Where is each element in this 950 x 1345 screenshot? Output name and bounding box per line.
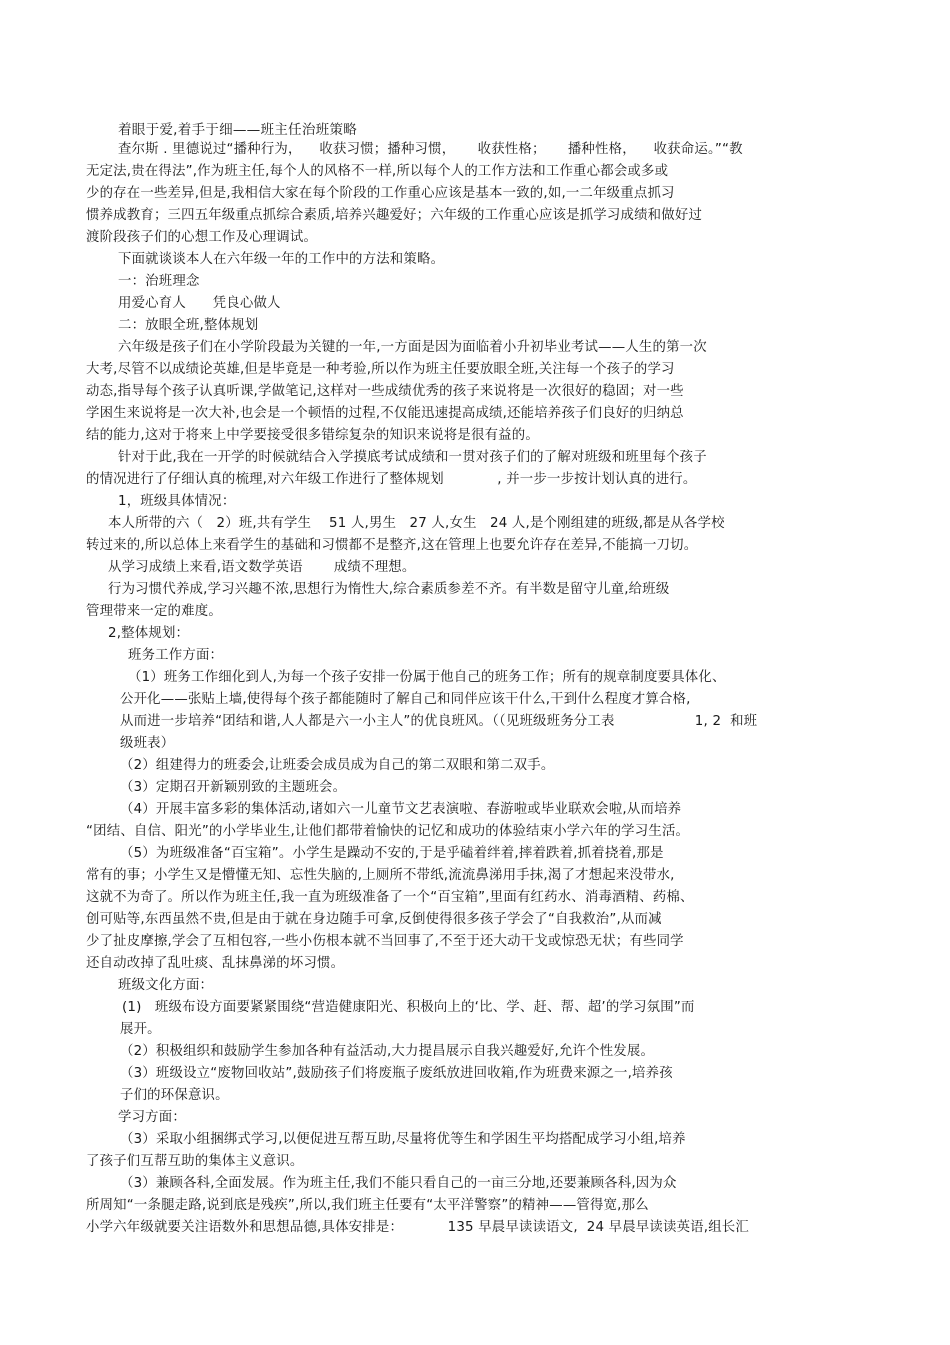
body-line: 用爱心育人 凭良心做人 xyxy=(118,296,281,311)
section-heading: 1，班级具体情况： xyxy=(118,494,236,509)
body-line: 少的存在一些差异,但是,我相信大家在每个阶段的工作重心应该是基本一致的,如,一二年级重点抓习 xyxy=(86,186,675,201)
body-line: 管理带来一定的难度。 xyxy=(86,604,222,619)
section-heading: 二：放眼全班,整体规划 xyxy=(118,318,259,333)
body-line: 下面就谈谈本人在六年级一年的工作中的方法和策略。 xyxy=(118,252,445,267)
body-line: 针对于此,我在一开学的时候就结合入学摸底考试成绩和一贯对孩子们的了解对班级和班里每个孩子 xyxy=(118,450,707,465)
body-line: 六年级是孩子们在小学阶段最为关键的一年,一方面是因为面临着小升初毕业考试——人生的第一次 xyxy=(118,340,707,355)
body-line: 查尔斯 . 里德说过“播种行为， 收获习惯；播种习惯， 收获性格； 播种性格， 收获命运。”“教 xyxy=(118,142,743,157)
section-heading: 2,整体规划： xyxy=(108,626,190,641)
body-line: 还自动改掉了乱吐痰、乱抹鼻涕的坏习惯。 xyxy=(86,956,345,971)
body-line: （3）采取小组捆绑式学习,以便促进互帮互助,尽量将优等生和学困生平均搭配成学习小组,培养 xyxy=(120,1132,686,1147)
body-line: 的情况进行了仔细认真的梳理,对六年级工作进行了整体规划 , 并一步一步按计划认真的进行。 xyxy=(86,472,697,487)
body-line: 转过来的,所以总体上来看学生的基础和习惯都不是整齐,这在管理上也要允许存在差异,不能搞一刀切。 xyxy=(86,538,698,553)
body-line: 创可贴等,东西虽然不贵,但是由于就在身边随手可拿,反倒使得很多孩子学会了“自我救治”,从而减 xyxy=(86,912,662,927)
body-line: 公开化——张贴上墙,使得每个孩子都能随时了解自己和同伴应该干什么,干到什么程度才算合格, xyxy=(120,692,691,707)
body-line: 了孩子们互帮互助的集体主义意识。 xyxy=(86,1154,304,1169)
body-line: （3）兼顾各科,全面发展。作为班主任,我们不能只看自己的一亩三分地,还要兼顾各科,因为众 xyxy=(120,1176,677,1191)
section-heading: 一：治班理念 xyxy=(118,274,200,289)
body-line: 少了扯皮摩擦,学会了互相包容,一些小伤根本就不当回事了,不至于还大动干戈或惊恐无状；有些同学 xyxy=(86,934,684,949)
body-line: 惯养成教育；三四五年级重点抓综合素质,培养兴趣爱好；六年级的工作重心应该是抓学习成绩和做好过 xyxy=(86,208,703,223)
body-line: 学困生来说将是一次大补,也会是一个顿悟的过程,不仅能迅速提高成绩,还能培养孩子们良好的归纳总 xyxy=(86,406,684,421)
body-line: （3）定期召开新颖别致的主题班会。 xyxy=(120,780,347,795)
body-line: （4）开展丰富多彩的集体活动,诸如六一儿童节文艺表演啦、春游啦或毕业联欢会啦,从而培养 xyxy=(120,802,682,817)
document-title: 着眼于爱,着手于细——班主任治班策略 xyxy=(118,122,358,138)
subsection-heading: 班务工作方面： xyxy=(128,648,224,663)
body-line: 小学六年级就要关注语数外和思想品德,具体安排是： 135 早晨早读读语文, 24 早晨早读读英语,组长汇 xyxy=(86,1220,749,1235)
body-line: 子们的环保意识。 xyxy=(120,1088,229,1103)
body-line: 渡阶段孩子们的心想工作及心理调试。 xyxy=(86,230,318,245)
body-line: 无定法,贵在得法”,作为班主任,每个人的风格不一样,所以每个人的工作方法和工作重心都会或多或 xyxy=(86,164,669,179)
body-line: （2）积极组织和鼓励学生参加各种有益活动,大力提昌展示自我兴趣爱好,允许个性发展。 xyxy=(120,1044,655,1059)
body-line: 结的能力,这对于将来上中学要接受很多错综复杂的知识来说将是很有益的。 xyxy=(86,428,539,443)
body-line: 动态,指导每个孩子认真听课,学做笔记,这样对一些成绩优秀的孩子来说将是一次很好的稳固；对一些 xyxy=(86,384,684,399)
body-line: （1）班务工作细化到人,为每一个孩子安排一份属于他自己的班务工作；所有的规章制度要具体化、 xyxy=(128,670,726,685)
body-line: （2）组建得力的班委会,让班委会成员成为自己的第二双眼和第二双手。 xyxy=(120,758,555,773)
body-line: （3）班级设立“废物回收站”,鼓励孩子们将废瓶子废纸放进回收箱,作为班费来源之一,培养孩 xyxy=(120,1066,673,1081)
body-line: 级班表） xyxy=(120,736,175,751)
body-line: 所周知“一条腿走路,说到底是残疾”,所以,我们班主任要有“太平洋警察”的精神——管得宽,那么 xyxy=(86,1198,649,1213)
body-line: 从而进一步培养“团结和谐,人人都是六一小主人”的优良班风。（（见班级班务分工表 1, 2 和班 xyxy=(120,714,758,729)
body-line: 常有的事；小学生又是懵懂无知、忘性失脑的,上厕所不带纸,流流鼻涕用手抹,渴了才想起来没带水, xyxy=(86,868,675,883)
body-line: 行为习惯代养成,学习兴趣不浓,思想行为惰性大,综合素质参差不齐。有半数是留守儿童,给班级 xyxy=(108,582,670,597)
body-line: 这就不为奇了。所以作为班主任,我一直为班级准备了一个“百宝箱”,里面有红药水、消毒酒精、药棉、 xyxy=(86,890,694,905)
subsection-heading: 学习方面： xyxy=(118,1110,186,1125)
subsection-heading: 班级文化方面： xyxy=(118,978,214,993)
body-line: （5）为班级准备“百宝箱”。小学生是躁动不安的,于是乎磕着绊着,摔着跌着,抓着挠着,那是 xyxy=(120,846,664,861)
body-line: (1) 班级布设方面要紧紧围绕“营造健康阳光、积极向上的‘比、学、赶、帮、超’的学习氛围”而 xyxy=(122,1000,695,1015)
body-line: “团结、自信、阳光”的小学毕业生,让他们都带着愉快的记忆和成功的体验结束小学六年的学习生活。 xyxy=(86,824,690,839)
body-line: 本人所带的六（ 2）班,共有学生 51 人,男生 27 人,女生 24 人,是个刚组建的班级,都是从各学校 xyxy=(108,516,725,531)
body-line: 展开。 xyxy=(120,1022,161,1037)
body-line: 大考,尽管不以成绩论英雄,但是毕竟是一种考验,所以作为班主任要放眼全班,关注每一个孩子的学习 xyxy=(86,362,675,377)
body-line: 从学习成绩上来看,语文数学英语 成绩不理想。 xyxy=(108,560,416,575)
